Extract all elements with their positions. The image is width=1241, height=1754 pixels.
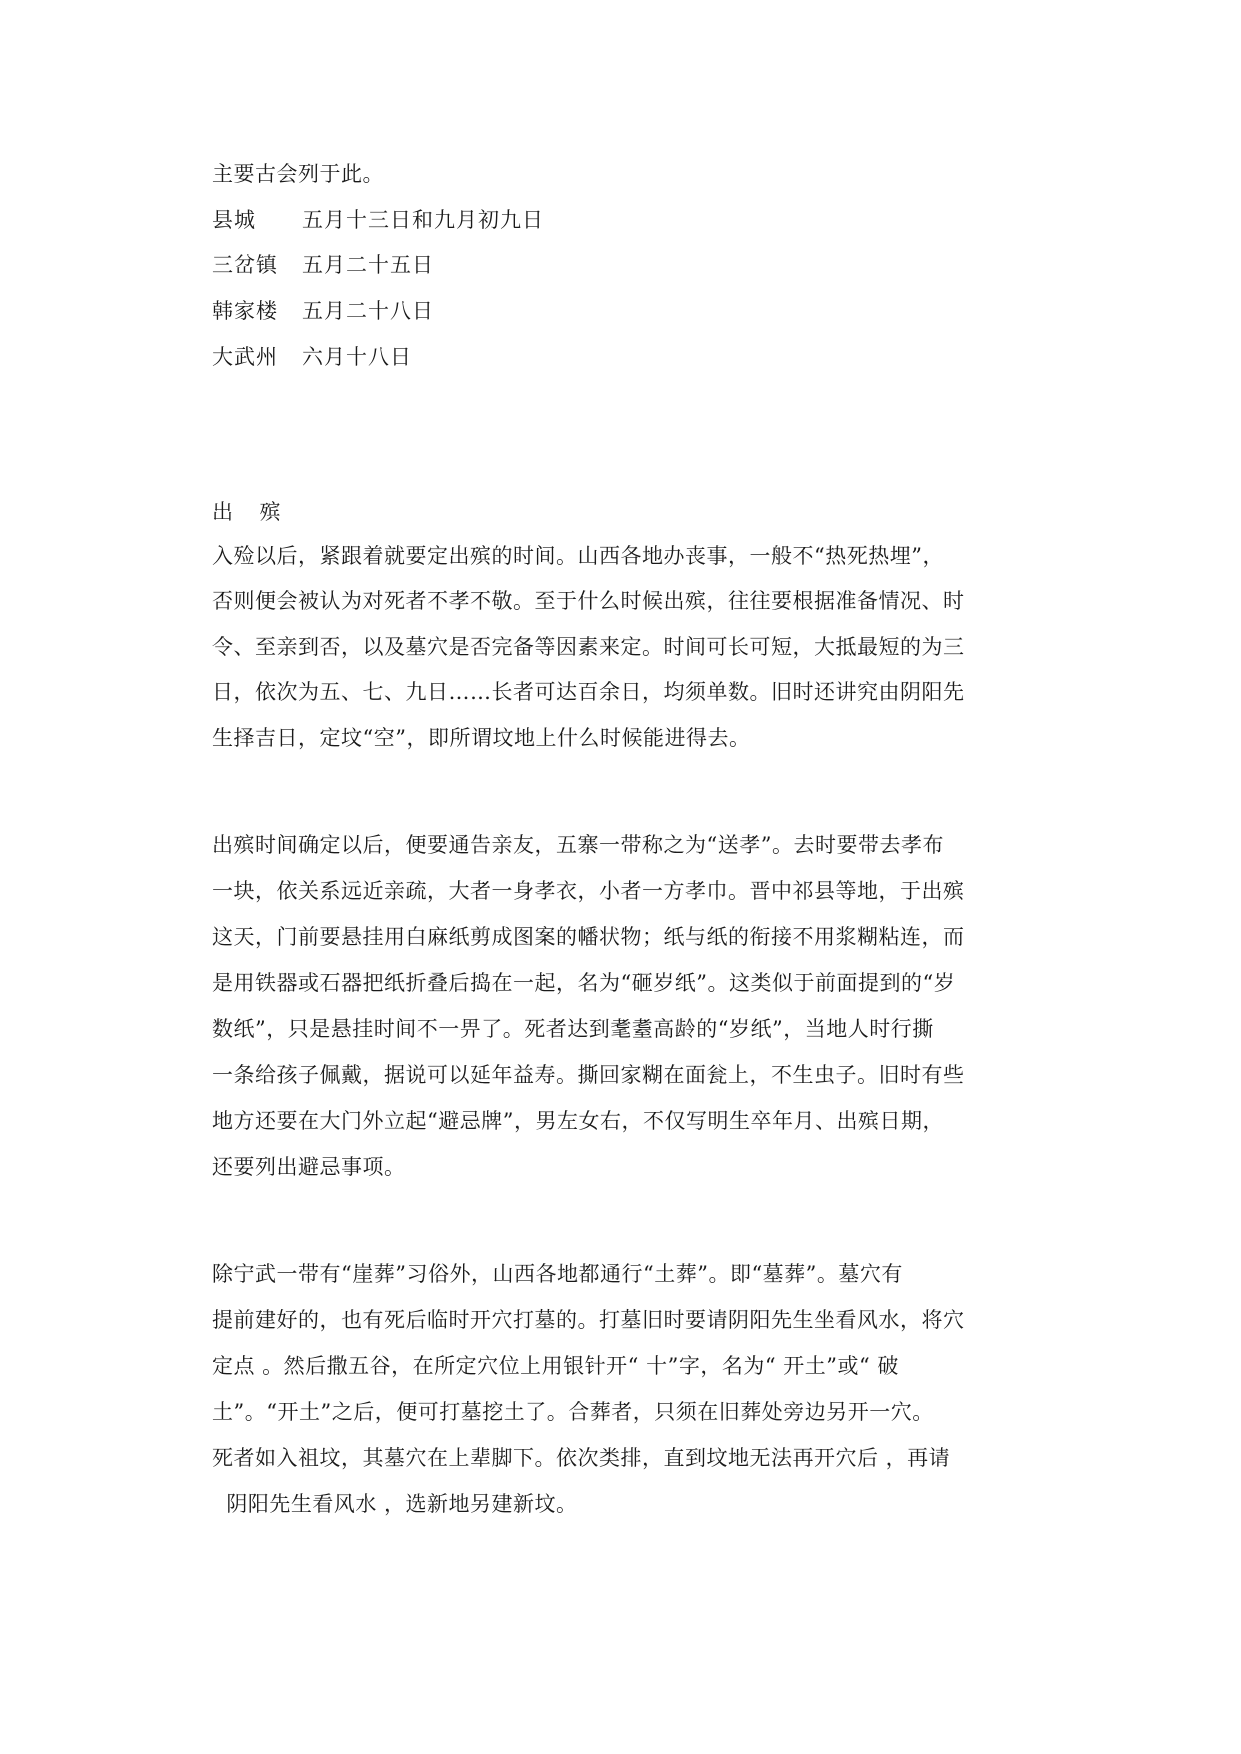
festival-row	[212, 342, 412, 372]
festival-date: 五月二十八日	[302, 299, 434, 323]
paragraph-line: 日，依次为五、七、九日……长者可达百余日，均须单数。旧时还讲究由阴阳先	[212, 680, 965, 704]
festival-place: 韩家楼	[212, 299, 278, 323]
paragraph-line: 入殓以后，紧跟着就要定出殡的时间。山西各地办丧事，一般不“热死热埋”，	[212, 544, 944, 568]
paragraph-line: 数纸”，只是悬挂时间不一畀了。死者达到耄耋高龄的“岁纸”，当地人时行撕	[212, 1017, 934, 1041]
paragraph-line: 还要列出避忌事项。	[212, 1155, 406, 1179]
festival-row	[212, 250, 434, 280]
festival-place: 县城	[212, 208, 256, 232]
paragraph-line: 除宁武一带有“崖葬”习俗外，山西各地都通行“土葬”。即“墓葬”。墓穴有	[212, 1262, 903, 1286]
paragraph-line: 死者如入祖坟，其墓穴在上辈脚下。依次类排，直到坟地无法再开穴后 ，再请	[212, 1446, 951, 1470]
section-title: 出 殡	[212, 500, 291, 524]
festival-place: 三岔镇	[212, 253, 278, 277]
festival-place: 大武州	[212, 345, 278, 369]
paragraph-line: 地方还要在大门外立起“避忌牌”，男左女右，不仅写明生卒年月、出殡日期，	[212, 1109, 944, 1133]
festival-row	[212, 296, 434, 326]
paragraph-line: 一条给孩子佩戴，据说可以延年益寿。撕回家糊在面瓮上，不生虫子。旧时有些	[212, 1063, 965, 1087]
paragraph-line: 定点 。然后撒五谷，在所定穴位上用银针开“ 十”字，名为“ 开土”或“ 破	[212, 1354, 899, 1378]
paragraph-line: 生择吉日，定坟“空”，即所谓坟地上什么时候能进得去。	[212, 726, 751, 750]
intro-line: 主要古会列于此。	[212, 162, 384, 186]
paragraph-line: 令、至亲到否，以及墓穴是否完备等因素来定。时间可长可短，大抵最短的为三	[212, 635, 965, 659]
festival-date: 五月二十五日	[302, 253, 434, 277]
paragraph-line: 一块，依关系远近亲疏，大者一身孝衣，小者一方孝巾。晋中祁县等地，于出殡	[212, 879, 965, 903]
paragraph-line: 否则便会被认为对死者不孝不敬。至于什么时候出殡，往往要根据准备情况、时	[212, 589, 965, 613]
paragraph-line: 是用铁器或石器把纸折叠后捣在一起，名为“砸岁纸”。这类似于前面提到的“岁	[212, 971, 956, 995]
festival-date: 五月十三日和九月初九日	[302, 208, 544, 232]
paragraph-line: 提前建好的，也有死后临时开穴打墓的。打墓旧时要请阴阳先生坐看风水，将穴	[212, 1308, 965, 1332]
paragraph-line: 出殡时间确定以后，便要通告亲友，五寨一带称之为“送孝”。去时要带去孝布	[212, 833, 944, 857]
festival-date: 六月十八日	[302, 345, 412, 369]
paragraph-line: 阴阳先生看风水 ，选新地另建新坟。	[212, 1492, 578, 1516]
paragraph-line: 这天，门前要悬挂用白麻纸剪成图案的幡状物；纸与纸的衔接不用浆糊粘连，而	[212, 925, 965, 949]
paragraph-line: 土”。“开土”之后，便可打墓挖土了。合葬者，只须在旧葬处旁边另开一穴。	[212, 1400, 934, 1424]
festival-row	[212, 205, 544, 235]
